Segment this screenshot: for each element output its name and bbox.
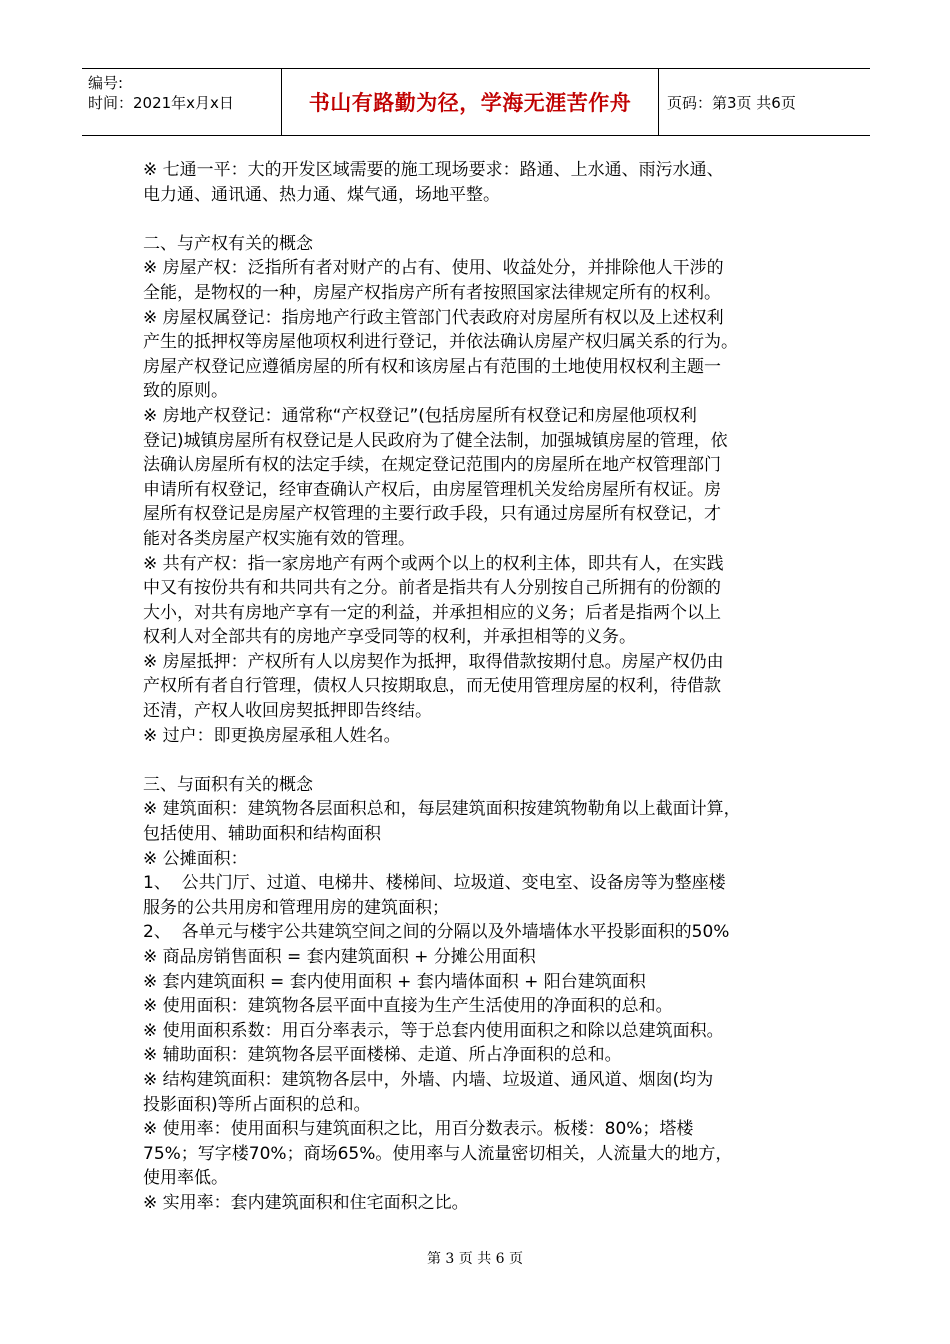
doc-date-label: 时间：2021年x月x日: [88, 94, 234, 112]
body-line: ※ 房屋产权：泛指所有者对财产的占有、使用、收益处分，并排除他人干涉的: [143, 258, 724, 279]
body-line: ※ 房地产权登记：通常称“产权登记”(包括房屋所有权登记和房屋他项权利: [143, 405, 697, 426]
blank-line: [143, 207, 823, 232]
body-line: ※ 七通一平：大的开发区域需要的施工现场要求：路通、上水通、雨污水通、: [143, 160, 724, 180]
body-line: ※ 使用面积：建筑物各层平面中直接为生产生活使用的净面积的总和。: [143, 996, 673, 1017]
body-line: ※ 房屋权属登记：指房地产行政主管部门代表政府对房屋所有权以及上述权利: [143, 307, 724, 328]
body-line: 权利人对全部共有的房地产享受同等的权利，并承担相等的义务。: [143, 627, 636, 648]
body-line: 二、与产权有关的概念: [143, 233, 313, 254]
body-line: 75%；写字楼70%；商场65%。使用率与人流量密切相关，人流量大的地方，: [143, 1143, 733, 1164]
header-page-label: 页码：第3页 共6页: [667, 93, 796, 112]
body-line: 包括使用、辅助面积和结构面积: [143, 824, 381, 845]
body-line: 房屋产权登记应遵循房屋的所有权和该房屋占有范围的土地使用权权利主题一: [143, 356, 721, 377]
body-line: 产权所有者自行管理，债权人只按期取息，而无使用管理房屋的权利，待借款: [143, 676, 721, 697]
body-line: 申请所有权登记，经审查确认产权后，由房屋管理机关发给房屋所有权证。房: [143, 479, 721, 500]
body-line: ※ 使用面积系数：用百分率表示，等于总套内使用面积之和除以总建筑面积。: [143, 1020, 724, 1041]
header-meta: [82, 69, 282, 135]
body-line: 大小，对共有房地产享有一定的利益，并承担相应的义务；后者是指两个以上: [143, 602, 721, 623]
body-line: ※ 建筑面积：建筑物各层面积总和，每层建筑面积按建筑物勒角以上截面计算，: [143, 799, 741, 820]
doc-number-label: 编号:: [88, 74, 124, 92]
body-line: 三、与面积有关的概念: [143, 774, 313, 795]
page-header: [82, 68, 870, 136]
body-line: ※ 套内建筑面积 = 套内使用面积 + 套内墙体面积 + 阳台建筑面积: [143, 971, 646, 992]
body-line: 1、 公共门厅、过道、电梯井、楼梯间、垃圾道、变电室、设备房等为整座楼: [143, 873, 726, 894]
body-line: 全能，是物权的一种，房屋产权指房产所有者按照国家法律规定所有的权利。: [143, 282, 721, 303]
blank-line: [143, 748, 823, 773]
body-line: ※ 结构建筑面积：建筑物各层中，外墙、内墙、垃圾道、通风道、烟囱(均为: [143, 1069, 714, 1090]
page-footer: 第 3 页 共 6 页: [426, 1251, 524, 1267]
body-line: 法确认房屋所有权的法定手续，在规定登记范围内的房屋所在地产权管理部门: [143, 455, 721, 476]
body-line: ※ 使用率：使用面积与建筑面积之比，用百分数表示。板楼：80%；塔楼: [143, 1119, 694, 1140]
body-line: ※ 公摊面积：: [143, 848, 248, 869]
body-line: 服务的公共用房和管理用房的建筑面积；: [143, 897, 449, 918]
body-line: 致的原则。: [143, 381, 228, 402]
body-line: 能对各类房屋产权实施有效的管理。: [143, 528, 415, 549]
body-line: 登记)城镇房屋所有权登记是人民政府为了健全法制，加强城镇房屋的管理，依: [143, 430, 728, 451]
body-line: 中又有按份共有和共同共有之分。前者是指共有人分别按自己所拥有的份额的: [143, 578, 721, 599]
body-line: ※ 过户：即更换房屋承租人姓名。: [143, 725, 401, 746]
body-line: ※ 辅助面积：建筑物各层平面楼梯、走道、所占净面积的总和。: [143, 1045, 622, 1066]
body-line: 屋所有权登记是房屋产权管理的主要行政手段，只有通过房屋所有权登记，才: [143, 504, 721, 525]
document-body: [143, 158, 823, 1216]
body-line: 投影面积)等所占面积的总和。: [143, 1094, 371, 1115]
body-line: 产生的抵押权等房屋他项权利进行登记，并依法确认房屋产权归属关系的行为。: [143, 332, 738, 353]
body-line: ※ 实用率：套内建筑面积和住宅面积之比。: [143, 1192, 469, 1213]
body-line: 2、 各单元与楼宇公共建筑空间之间的分隔以及外墙墙体水平投影面积的50%: [143, 922, 730, 943]
body-line: 还清，产权人收回房契抵押即告终结。: [143, 701, 432, 722]
body-line: 使用率低。: [143, 1168, 228, 1189]
body-line: ※ 商品房销售面积 = 套内建筑面积 + 分摊公用面积: [143, 947, 536, 967]
body-line: 电力通、通讯通、热力通、煤气通，场地平整。: [143, 184, 500, 205]
header-motto: 书山有路勤为径，学海无涯苦作舟: [282, 69, 659, 135]
body-line: ※ 共有产权：指一家房地产有两个或两个以上的权利主体，即共有人，在实践: [143, 553, 724, 574]
body-line: ※ 房屋抵押：产权所有人以房契作为抵押，取得借款按期付息。房屋产权仍由: [143, 651, 724, 672]
